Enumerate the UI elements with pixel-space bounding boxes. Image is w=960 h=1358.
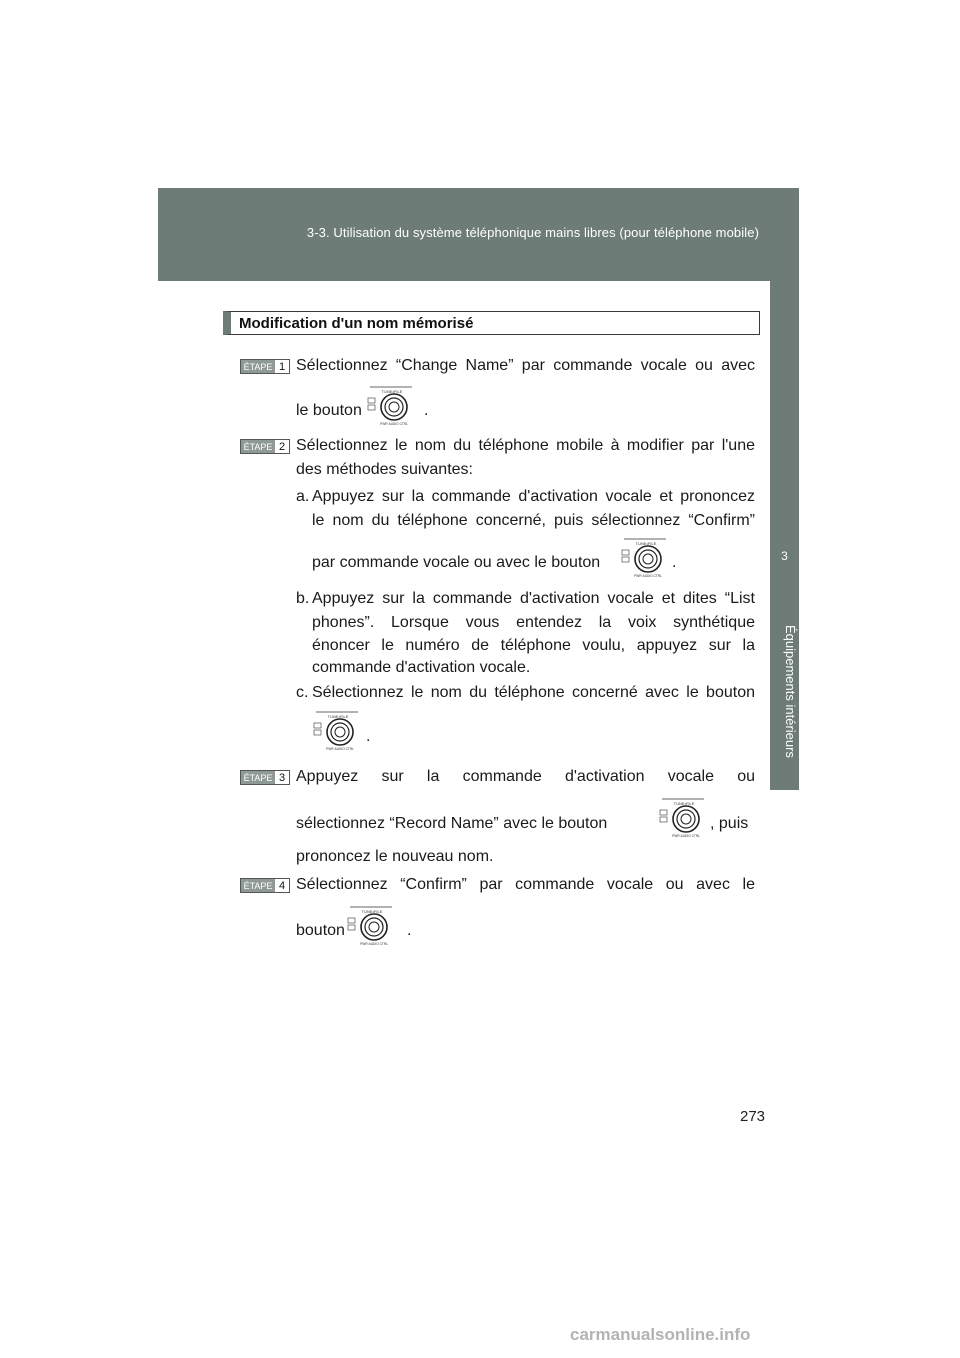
knob-label-top: TUNE•FILE xyxy=(381,389,403,394)
step-badge-4 xyxy=(240,878,290,893)
breadcrumb: 3-3. Utilisation du système téléphonique mains libres (pour téléphone mobile) xyxy=(306,225,759,240)
step-badge-1 xyxy=(240,359,290,374)
step-number: 3 xyxy=(275,771,289,784)
substep-a-period: . xyxy=(672,554,677,571)
step-number: 2 xyxy=(275,440,289,453)
step-number: 1 xyxy=(275,360,289,373)
step-word: ÉTAPE xyxy=(241,440,275,453)
step-3-line-2: sélectionnez “Record Name” avec le bouton xyxy=(296,815,608,832)
tune-file-knob-icon xyxy=(658,797,706,839)
substep-c-prefix: c. xyxy=(296,684,309,701)
substep-b-line-4: commande d'activation vocale. xyxy=(312,659,531,676)
step-3-line-3: prononcez le nouveau nom. xyxy=(296,848,494,865)
step-word: ÉTAPE xyxy=(241,771,275,784)
chapter-label: Équipements intérieurs xyxy=(783,624,798,758)
substep-c-period: . xyxy=(366,728,371,745)
substep-b-line-1: Appuyez sur la commande d'activation vocale et dites “List xyxy=(312,590,755,607)
section-title: Modification d'un nom mémorisé xyxy=(239,315,474,332)
step-4-line-1: Sélectionnez “Confirm” par commande vocale ou avec le xyxy=(296,876,755,893)
step-1-line-1: Sélectionnez “Change Name” par commande vocale ou avec xyxy=(296,357,755,374)
substep-b-prefix: b. xyxy=(296,590,310,607)
substep-b-line-2: phones”. Lorsque vous entendez la voix synthétique xyxy=(312,614,755,631)
step-badge-2 xyxy=(240,439,290,454)
step-4-line-2: bouton xyxy=(296,922,345,939)
knob-label-top: TUNE•FILE xyxy=(361,909,383,914)
tune-file-knob-icon xyxy=(620,537,668,579)
substep-a-prefix: a. xyxy=(296,488,310,505)
step-3-line-2-end: , puis xyxy=(710,815,749,832)
step-word: ÉTAPE xyxy=(241,879,275,892)
step-3-line-1: Appuyez sur la commande d'activation vocale ou xyxy=(296,768,755,785)
knob-label-bottom: PWR·AUDIO CTRL xyxy=(634,574,662,578)
substep-a-line-3: par commande vocale ou avec le bouton xyxy=(312,554,601,571)
substep-a-line-2: le nom du téléphone concerné, puis sélectionnez “Confirm” xyxy=(312,512,755,529)
step-4-period: . xyxy=(407,922,412,939)
substep-b-line-3: énoncer le numéro de téléphone voulu, appuyez sur la xyxy=(312,637,755,654)
knob-label-bottom: PWR·AUDIO CTRL xyxy=(326,747,354,751)
step-1-period: . xyxy=(424,402,429,419)
step-number: 4 xyxy=(275,879,289,892)
chapter-number: 3 xyxy=(781,549,788,563)
page-number: 273 xyxy=(740,1108,766,1125)
chapter-header xyxy=(158,188,799,281)
step-word: ÉTAPE xyxy=(241,360,275,373)
knob-label-top: TUNE•FILE xyxy=(635,541,657,546)
step-2-line-1: Sélectionnez le nom du téléphone mobile à modifier par l'une xyxy=(296,437,755,454)
substep-c-line-1: Sélectionnez le nom du téléphone concerné avec le bouton xyxy=(312,684,755,701)
knob-label-bottom: PWR·AUDIO CTRL xyxy=(672,834,700,838)
chapter-side-tab xyxy=(770,281,799,790)
knob-label-bottom: PWR·AUDIO CTRL xyxy=(360,942,388,946)
step-2-line-2: des méthodes suivantes: xyxy=(296,461,473,478)
knob-label-top: TUNE•FILE xyxy=(673,801,695,806)
substep-a-line-1: Appuyez sur la commande d'activation vocale et prononcez xyxy=(312,488,755,505)
step-1-line-2: le bouton xyxy=(296,402,362,419)
section-heading xyxy=(223,311,760,335)
step-badge-3 xyxy=(240,770,290,785)
tune-file-knob-icon xyxy=(346,905,394,947)
tune-file-knob-icon xyxy=(312,710,360,752)
knob-label-bottom: PWR·AUDIO CTRL xyxy=(380,422,408,426)
tune-file-knob-icon xyxy=(366,385,414,427)
watermark[interactable]: carmanualsonline.info xyxy=(570,1325,751,1344)
knob-label-top: TUNE•FILE xyxy=(327,714,349,719)
